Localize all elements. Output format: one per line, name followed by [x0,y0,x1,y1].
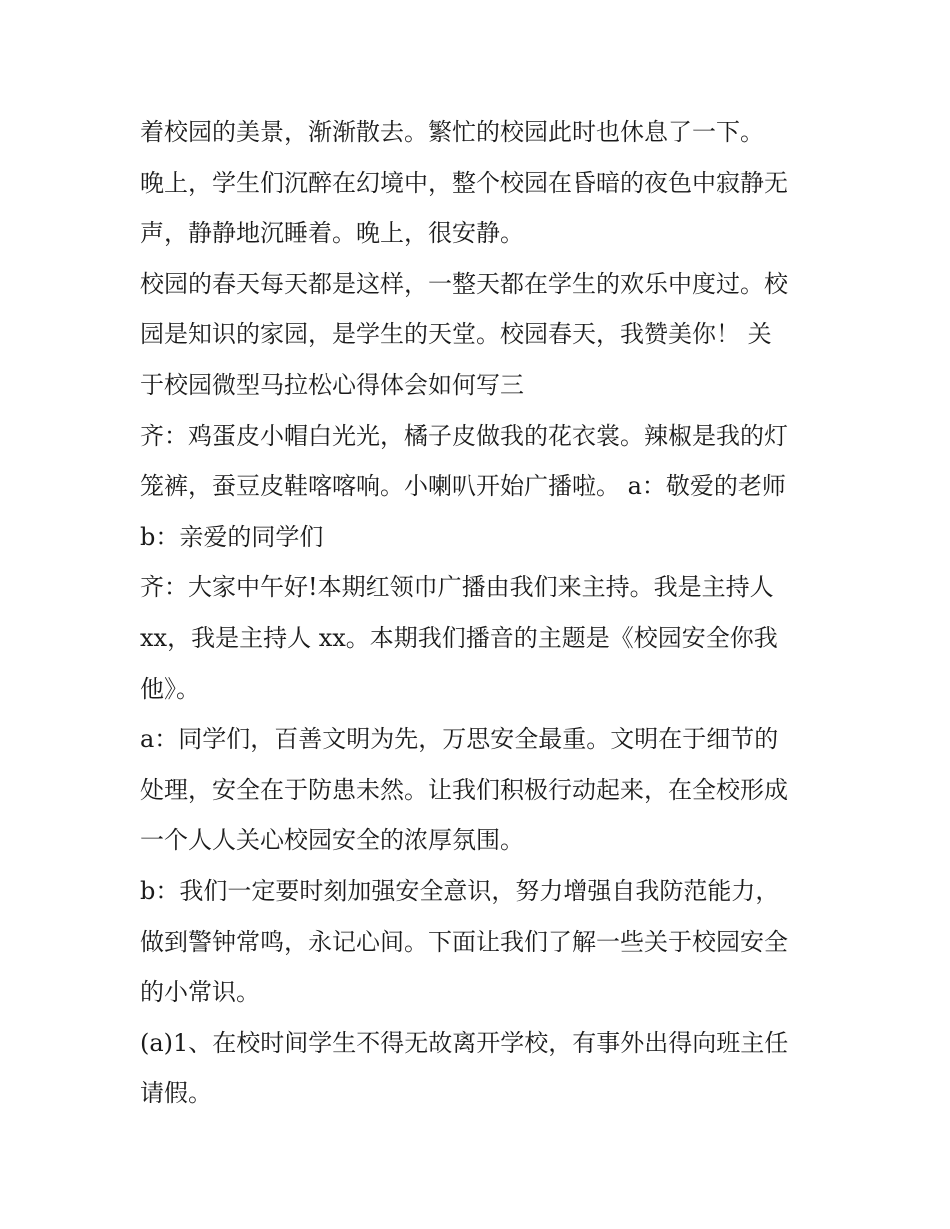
text-line: 笼裤，蚕豆皮鞋喀喀响。小喇叭开始广播啦。 a：敬爱的老师 [140,472,786,501]
text-line: b：亲爱的同学们 [140,522,324,551]
text-line: 园是知识的家园，是学生的天堂。校园春天，我赞美你！ 关 [140,320,772,349]
text-line: 声，静静地沉睡着。晚上，很安静。 [140,219,524,248]
text-line: a：同学们，百善文明为先，万思安全最重。文明在于细节的 [140,725,779,754]
text-line: 校园的春天每天都是这样，一整天都在学生的欢乐中度过。校 [140,269,788,298]
text-line: 齐：鸡蛋皮小帽白光光，橘子皮做我的花衣裳。辣椒是我的灯 [140,421,788,450]
text-line: 的小常识。 [140,978,260,1007]
text-line: 着校园的美景，渐渐散去。繁忙的校园此时也休息了一下。 [140,118,764,146]
document-body [140,107,820,1119]
text-line: b：我们一定要时刻加强安全意识，努力增强自我防范能力， [140,876,780,905]
text-line: 做到警钟常鸣，永记心间。下面让我们了解一些关于校园安全 [140,927,788,956]
text-line: 请假。 [140,1079,212,1108]
text-line: 晚上，学生们沉醉在幻境中，整个校园在昏暗的夜色中寂静无 [140,168,788,197]
text-line: 处理，安全在于防患未然。让我们积极行动起来，在全校形成 [140,775,788,804]
text-line: 齐：大家中午好!本期红领巾广播由我们来主持。我是主持人 [140,573,774,602]
text-line: 于校园微型马拉松心得体会如何写三 [140,370,524,399]
text-line: xx，我是主持人 xx。本期我们播音的主题是《校园安全你我 [140,623,778,652]
text-line: (a)1、在校时间学生不得无故离开学校，有事外出得向班主任 [140,1028,789,1057]
text-line: 一个人人关心校园安全的浓厚氛围。 [140,826,524,855]
text-line: 他》。 [140,674,200,703]
